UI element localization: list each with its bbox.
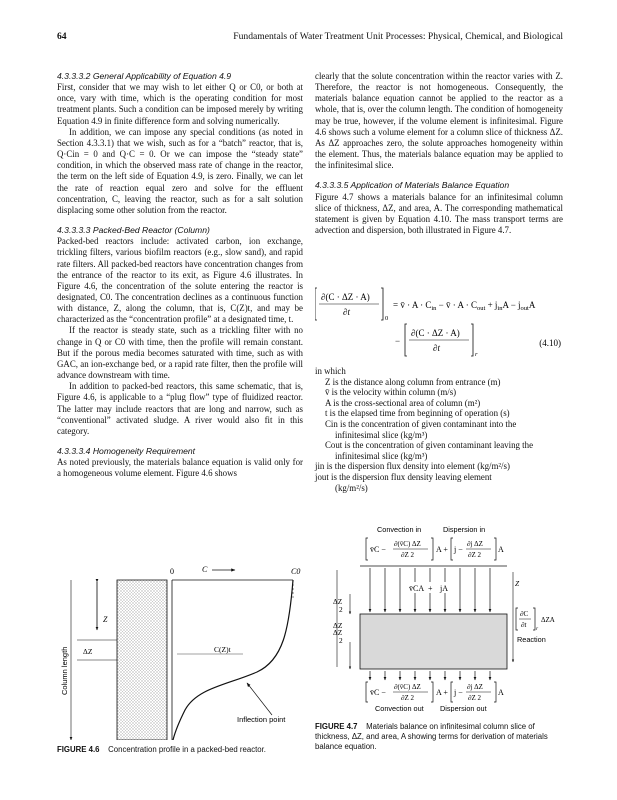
dispersion-in-label: Dispersion in bbox=[443, 525, 486, 534]
figure-4-6-caption-text: Concentration profile in a packed-bed reactor. bbox=[108, 745, 266, 754]
svg-text:A +: A + bbox=[436, 545, 448, 554]
vca-label: v̄CA bbox=[409, 584, 425, 593]
distance-z-label: Z bbox=[103, 615, 108, 624]
svg-text:∂Z 2: ∂Z 2 bbox=[468, 551, 481, 559]
running-header bbox=[57, 31, 563, 43]
figure-4-6-label: FIGURE 4.6 bbox=[57, 745, 100, 754]
paragraph: clearly that the solute concentration within the reactor varies with Z. Therefore, the reactor is not homogeneous. Consequently, the materials balance equation cannot be applied to the reactor as a whole, that is, over the column length. The condition of homogeneity may be true, however, if the volume element is infinitesimal. Figure 4.6 shows such a volume element for a column slice of thickness ΔZ. As ΔZ approaches zero, the solute approaches homogeneity within the element. Thus, the materials balance equation may be applied to the infinitesimal slice. bbox=[315, 71, 563, 171]
svg-text:∂C: ∂C bbox=[520, 610, 529, 618]
section-heading-4-3-3-3-2: 4.3.3.3.2 General Applicability of Equation 4.9 bbox=[57, 71, 232, 81]
svg-text:A: A bbox=[498, 545, 504, 554]
figure-4-7-label: FIGURE 4.7 bbox=[315, 722, 358, 731]
half-dz-divisor: 2 bbox=[339, 636, 343, 645]
svg-text:ΔZA: ΔZA bbox=[541, 616, 555, 624]
definition-item: Cin is the concentration of given contaminant into the bbox=[325, 418, 517, 429]
paragraph: If the reactor is steady state, such as a trickling filter with no change in Q or C0 with time, then the profile will remain constant. But if the porous media becomes saturated with time, such as with GAC, an ion-exchange bed, or a rapid rate filter, then the profile will advance downstream with time. bbox=[57, 325, 303, 381]
convection-in-label: Convection in bbox=[377, 525, 422, 534]
in-which-text: in which bbox=[315, 366, 346, 376]
z-direction-label: Z bbox=[515, 579, 520, 588]
slice-dz-label: ΔZ bbox=[333, 621, 343, 630]
ja-label: jA bbox=[440, 584, 448, 593]
definition-item: v̄ is the velocity within column (m/s) bbox=[325, 387, 457, 398]
svg-text:∂Z 2: ∂Z 2 bbox=[401, 694, 414, 702]
reaction-label: Reaction bbox=[517, 635, 546, 644]
half-dz-divisor: 2 bbox=[339, 605, 343, 614]
left-column bbox=[57, 71, 303, 479]
definition-item: infinitesimal slice (kg/m³) bbox=[335, 450, 428, 461]
svg-text:j −: j − bbox=[454, 688, 463, 697]
svg-text:v̄C −: v̄C − bbox=[370, 545, 386, 554]
svg-text:∂t: ∂t bbox=[433, 343, 440, 353]
svg-text:∂(v̄C) ΔZ: ∂(v̄C) ΔZ bbox=[394, 683, 421, 691]
running-title: Fundamentals of Water Treatment Unit Processes: Physical, Chemical, and Biological bbox=[233, 31, 563, 42]
equation-graphic bbox=[315, 286, 565, 362]
variable-definitions bbox=[315, 366, 563, 493]
svg-text:−: − bbox=[395, 336, 401, 346]
packed-bed-column bbox=[117, 580, 167, 740]
axis-zero-label: 0 bbox=[170, 567, 174, 576]
right-column bbox=[315, 71, 563, 236]
svg-text:∂(C · ΔZ · A): ∂(C · ΔZ · A) bbox=[321, 292, 370, 302]
svg-text:∂(v̄C) ΔZ: ∂(v̄C) ΔZ bbox=[394, 540, 421, 548]
svg-text:∂Z 2: ∂Z 2 bbox=[401, 551, 414, 559]
svg-text:∂t: ∂t bbox=[521, 621, 527, 629]
axis-c-label: C bbox=[202, 565, 208, 574]
half-dz-label: ΔZ bbox=[333, 628, 343, 637]
plus-sign: + bbox=[428, 584, 433, 593]
figure-4-6-caption bbox=[57, 745, 307, 755]
svg-text:∂t: ∂t bbox=[343, 307, 350, 317]
svg-text:r: r bbox=[536, 626, 539, 632]
definition-item: infinitesimal slice (kg/m³) bbox=[335, 429, 428, 440]
paragraph: Figure 4.7 shows a materials balance for an infinitesimal column slice of thickness, ΔZ, and area, A. The corresponding mathematical statement is given by Equation 4.10. The mass transport terms are advection and dispersion, both illustrated in Figure 4.7. bbox=[315, 191, 563, 236]
profile-czt-label: C(Z)t bbox=[214, 645, 231, 654]
svg-text:v̄C −: v̄C − bbox=[370, 688, 386, 697]
svg-text:j −: j − bbox=[454, 545, 463, 554]
svg-text:∂(C · ΔZ · A): ∂(C · ΔZ · A) bbox=[411, 328, 460, 338]
definition-item: Cout is the concentration of given contaminant leaving the bbox=[325, 440, 534, 451]
slice-dz-label: ΔZ bbox=[83, 647, 93, 656]
definition-item: (kg/m²/s) bbox=[335, 482, 368, 493]
svg-text:A: A bbox=[498, 688, 504, 697]
column-length-label: Column length bbox=[60, 646, 69, 695]
figure-4-7-caption bbox=[315, 722, 563, 751]
definition-item: t is the elapsed time from beginning of operation (s) bbox=[325, 408, 510, 419]
inflection-point-label: Inflection point bbox=[237, 715, 286, 724]
svg-text:∂j ΔZ: ∂j ΔZ bbox=[467, 683, 483, 691]
svg-text:∂j ΔZ: ∂j ΔZ bbox=[467, 540, 483, 548]
half-dz-label: ΔZ bbox=[333, 597, 343, 606]
svg-text:∂Z 2: ∂Z 2 bbox=[468, 694, 481, 702]
svg-text:A +: A + bbox=[436, 688, 448, 697]
section-heading-4-3-3-3-4: 4.3.3.3.4 Homogeneity Requirement bbox=[57, 446, 196, 456]
paragraph: As noted previously, the materials balance equation is valid only for a homogeneous volume element. Figure 4.6 shows bbox=[57, 457, 303, 479]
page-number: 64 bbox=[57, 31, 67, 42]
equation-4-10 bbox=[315, 286, 565, 362]
svg-text:r: r bbox=[475, 351, 478, 358]
definition-item: jout is the dispersion flux density leaving element bbox=[315, 471, 492, 482]
paragraph: First, consider that we may wish to let either Q or C0, or both at once, vary with time, which is the operating condition for most treatment plants. Such a condition can be imposed merely by writing Equation 4.9 in finite difference form and solving numerically. bbox=[57, 82, 303, 126]
definition-item: A is the cross-sectional area of column (m²) bbox=[325, 397, 481, 408]
outflow-arrows bbox=[370, 671, 490, 680]
paragraph: In addition, we can impose any special conditions (as noted in Section 4.3.3.1) that we wish, such as for a “batch” reactor, that is, Q·Cin = 0 and Q·C = 0. Or we can impose the “steady state” condition, in which the observed mass rate of change in the reactor, the term on the left side of Equation 4.9, is zero. Finally, we can let the rate of reaction equal zero and solve for the effluent concentration, C, leaving the reactor, such as for a salt solution displacing some other solution from the reactor. bbox=[57, 126, 303, 215]
axis-c0-label: C0 bbox=[291, 567, 301, 576]
definition-item: jin is the dispersion flux density into element (kg/m²/s) bbox=[315, 461, 510, 472]
equation-number: (4.10) bbox=[539, 338, 561, 348]
section-heading-4-3-3-3-5: 4.3.3.3.5 Application of Materials Balance Equation bbox=[315, 180, 510, 191]
figure-4-7 bbox=[315, 522, 565, 712]
section-heading-4-3-3-3-3: 4.3.3.3.3 Packed-Bed Reactor (Column) bbox=[57, 225, 210, 236]
dispersion-out-label: Dispersion out bbox=[440, 704, 487, 712]
convection-out-label: Convection out bbox=[375, 704, 424, 712]
svg-text:0: 0 bbox=[385, 315, 389, 322]
paragraph: In addition to packed-bed reactors, this same schematic, that is, Figure 4.6, is applicable to a “plug flow” type of fluidized reactor. The latter may include reactors that are long and narrow, such as “conventional” activated sludge. A river would also fit in this category. bbox=[57, 381, 303, 436]
figure-4-7-caption-text: Materials balance on infinitesimal column slice of thickness, ΔZ, and area, A showing terms for derivation of materials balance equation. bbox=[315, 722, 548, 751]
column-slice bbox=[360, 614, 507, 669]
figure-4-6 bbox=[57, 560, 307, 740]
paragraph: Packed-bed reactors include: activated carbon, ion exchange, trickling filters, various biofilm reactors (e.g., slow sand), and rapid rate filters. All packed-bed reactors have concentration changes from the entrance of the reactor to its exit, as Figure 4.6 illustrates. In Figure 4.6, the concentration of the solute entering the reactor is designated, C0. The concentration declines as a continuous function with distance, Z, along the column, that is, C(Z)t, and may be characterized as the “concentration profile” at a designated time, t. bbox=[57, 236, 303, 325]
svg-text:= v̄ · A · Cin − v̄ · A · Cout: = v̄ · $A \cdot C_{in}$ − v̄ · $A \cdot C_{out} + j_{in}A - j_{out}A$ bbox=[393, 300, 536, 312]
definition-item: Z is the distance along column from entrance (m) bbox=[325, 376, 501, 387]
